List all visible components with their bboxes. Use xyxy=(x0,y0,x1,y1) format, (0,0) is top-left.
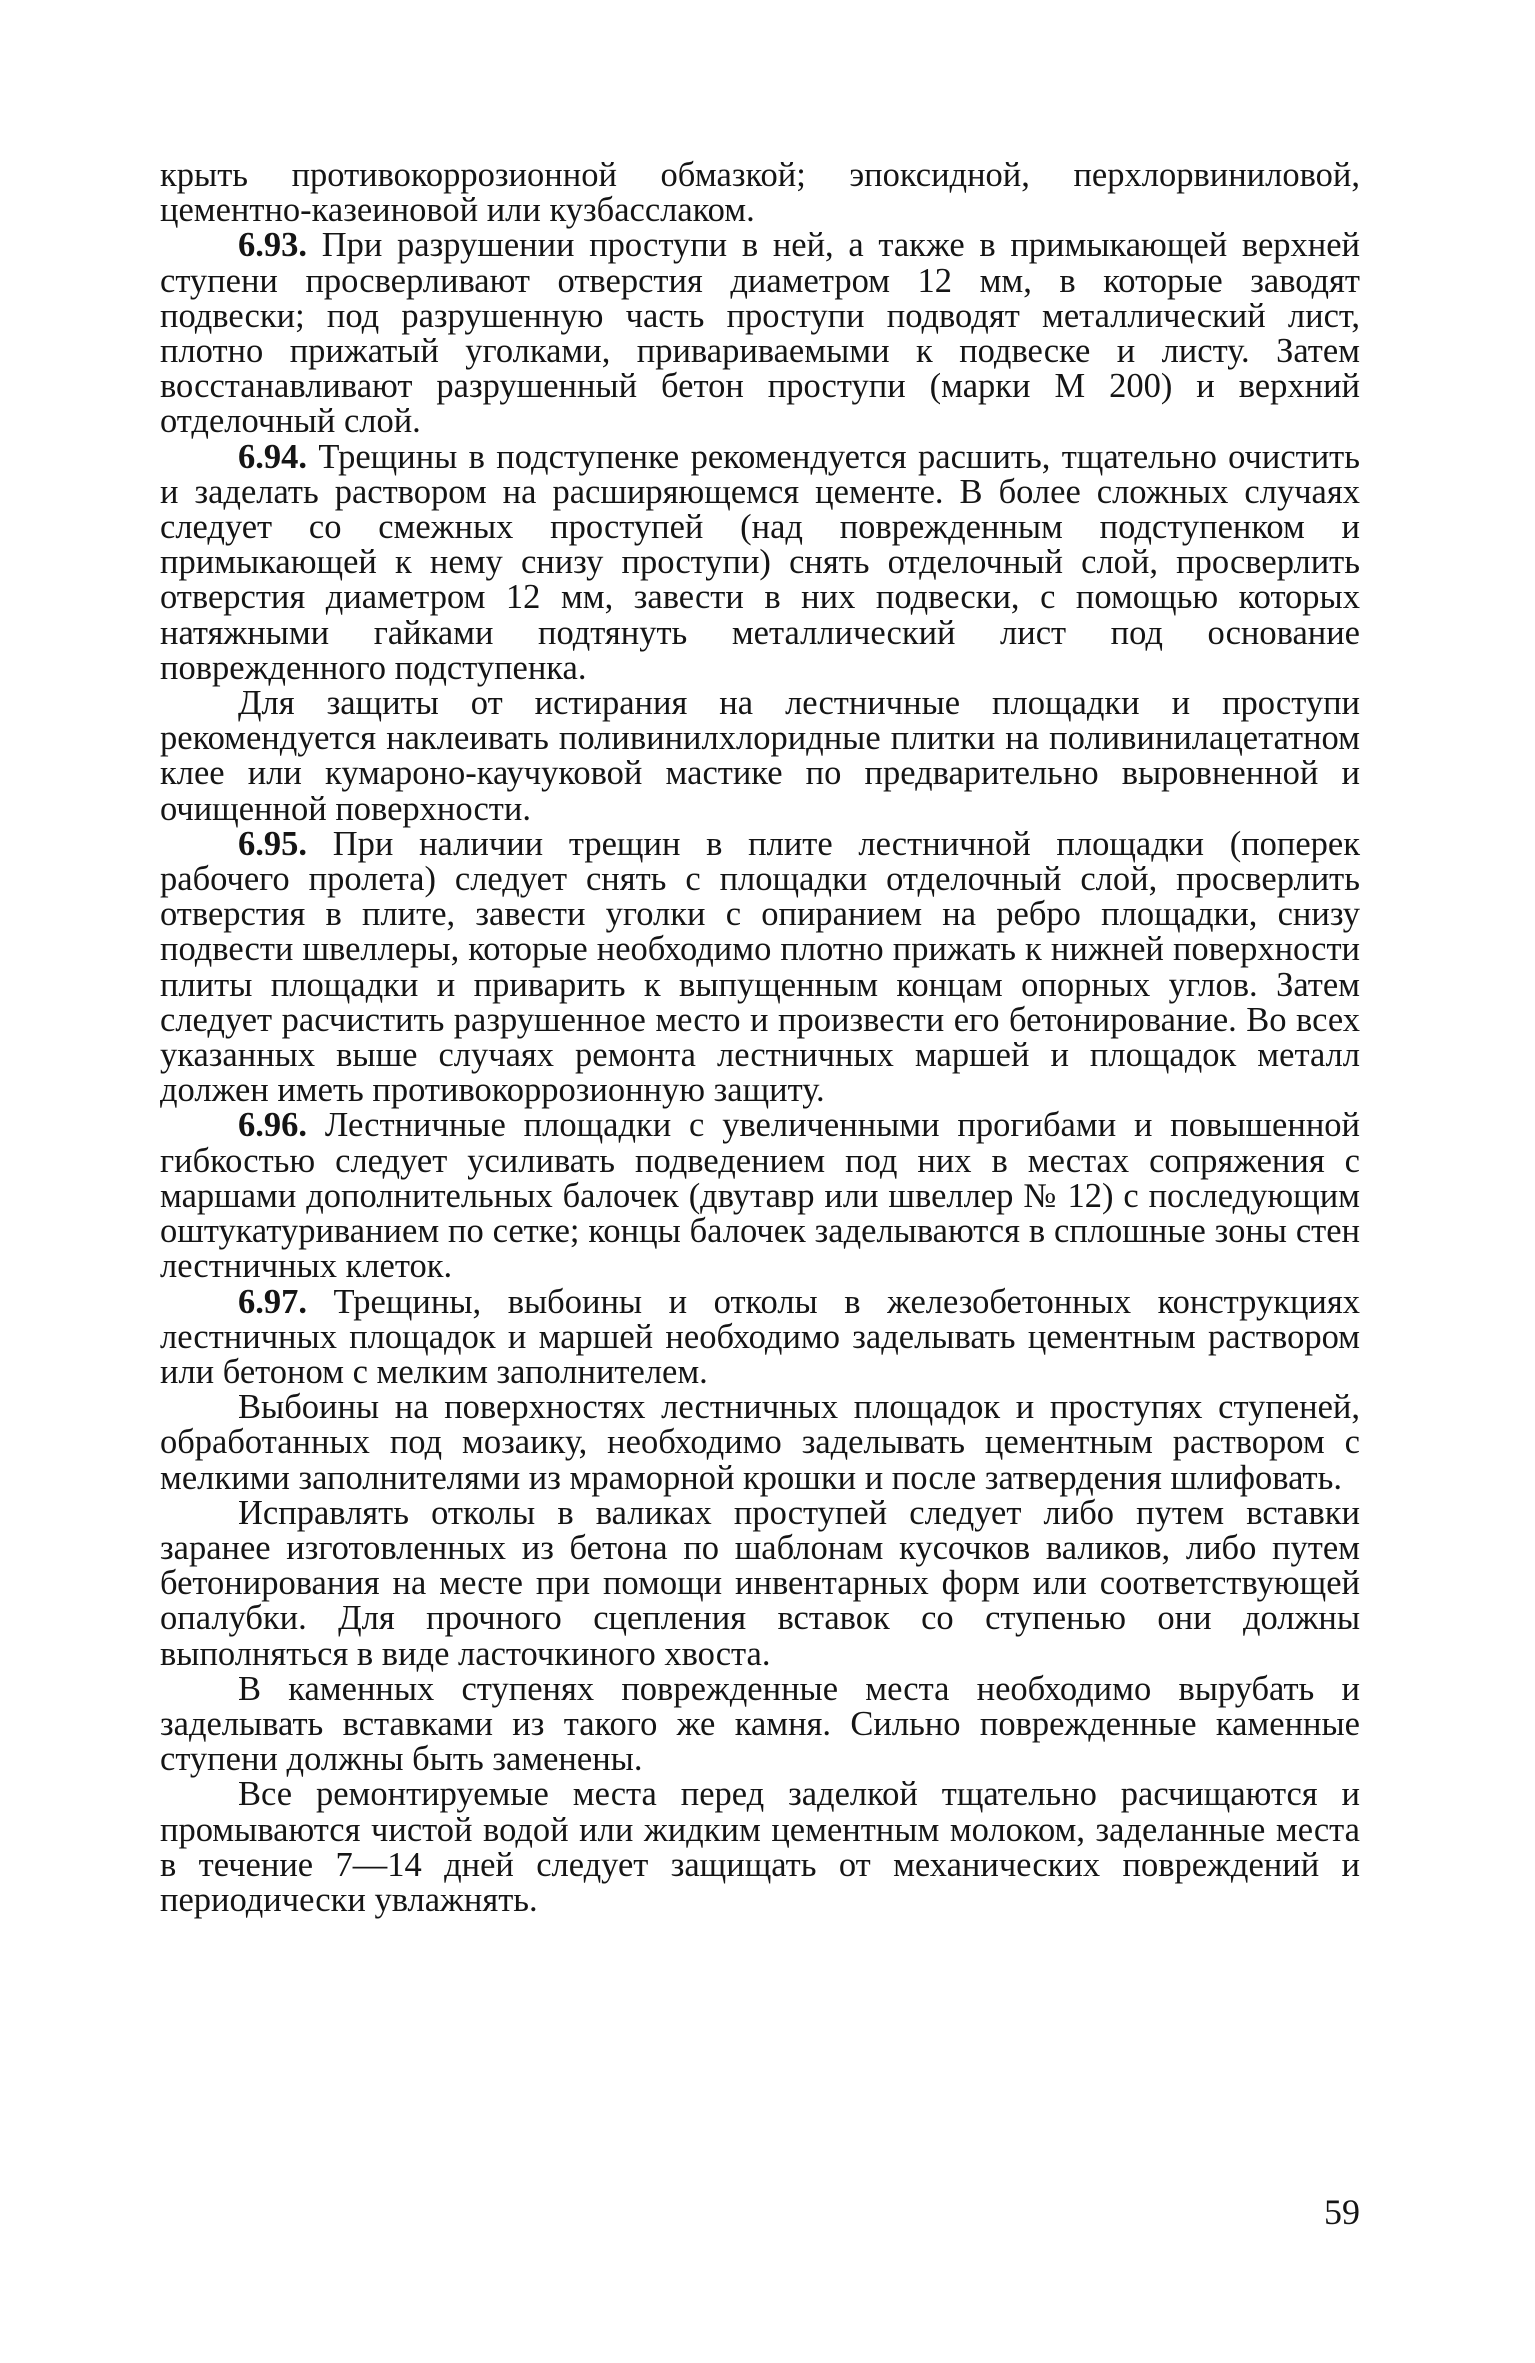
paragraph-text: Исправлять отколы в валиках проступей следует либо путем вставки заранее изготовленных из бетона по шаблонам кусочков валиков, либо путем бетонирования на месте при помощи инвентарных форм или соответствующей опалубки. Для прочного сцепления вставок со ступенью они должны выполняться в виде ласточкиного хвоста. xyxy=(160,1493,1360,1673)
section-number: 6.96. xyxy=(238,1106,307,1145)
paragraph-6-94 xyxy=(160,437,1360,687)
paragraph-6-95 xyxy=(160,824,1361,1110)
paragraph-text: Трещины в подступенке рекомендуется расшить, тщательно очистить и заделать раствором на расширяющемся цементе. В более сложных случаях следует со смежных проступей (над поврежденным подступенком и примыкающей к нему снизу проступи) снять отделочный слой, просверлить отверстия диаметром 12 мм, завести в них подвески, с помощью которых натяжными гайками подтянуть металлический лист под основание поврежденного подступенка. xyxy=(160,437,1360,687)
paragraph-6-93 xyxy=(160,228,1360,439)
paragraph-text: Лестничные площадки с увеличенными прогибами и повышенной гибкостью следует усиливать подведением под них в местах сопряжения с маршами дополнительных балочек (двутавр или швеллер № 12) с последующим оштукатуриванием по сетке; концы балочек заделываются в сплошные зоны стен лестничных клеток. xyxy=(160,1106,1361,1286)
page-body xyxy=(160,158,1360,1918)
section-number: 6.94. xyxy=(238,437,307,476)
section-number: 6.95. xyxy=(238,824,307,863)
paragraph-continuation xyxy=(160,158,1360,228)
paragraph-stone-steps xyxy=(160,1669,1360,1779)
paragraph-6-96 xyxy=(160,1108,1360,1284)
paragraph-text: При разрушении проступи в ней, а также в примыкающей верхней ступени просверливают отверстия диаметром 12 мм, в которые заводят подвески; под разрушенную часть проступи подводят металлический лист, плотно прижатый уголками, привариваемыми к подвеске и листу. Затем восстанавливают разрушенный бетон проступи (марки М 200) и верхний отделочный слой. xyxy=(160,226,1360,441)
paragraph-protection xyxy=(160,686,1360,827)
section-number: 6.93. xyxy=(238,226,307,265)
paragraph-text: Выбоины на поверхностях лестничных площадок и проступях ступеней, обработанных под мозаику, необходимо заделывать цементным раствором с мелкими заполнителями из мраморной крошки и после затвердения шлифовать. xyxy=(160,1388,1360,1497)
paragraph-potholes xyxy=(160,1390,1360,1496)
paragraph-6-97 xyxy=(160,1282,1360,1391)
paragraph-text: Все ремонтируемые места перед заделкой тщательно расчищаются и промываются чистой водой или жидким цементным молоком, заделанные места в течение 7—14 дней следует защищать от механических повреждений и периодически увлажнять. xyxy=(160,1775,1360,1919)
paragraph-text: Трещины, выбоины и отколы в железобетонных конструкциях лестничных площадок и маршей необходимо заделывать цементным раствором или бетоном с мелким заполнителем. xyxy=(160,1282,1360,1391)
paragraph-text: В каменных ступенях поврежденные места необходимо вырубать и заделывать вставками из такого же камня. Сильно поврежденные каменные ступени должны быть заменены. xyxy=(160,1669,1360,1779)
paragraph-text: Для защиты от истирания на лестничные площадки и проступи рекомендуется наклеивать поливинилхлоридные плитки на поливинилацетатном клее или кумароно-каучуковой мастике по предварительно выровненной и очищенной поверхности. xyxy=(160,684,1360,828)
paragraph-repair-places xyxy=(160,1777,1360,1918)
section-number: 6.97. xyxy=(238,1282,307,1321)
paragraph-text: крыть противокоррозионной обмазкой; эпоксидной, перхлорвиниловой, цементно-казеиновой или кузбасслаком. xyxy=(160,156,1360,230)
paragraph-text: При наличии трещин в плите лестничной площадки (поперек рабочего пролета) следует снять с площадки отделочный слой, просверлить отверстия в плите, завести уголки с опиранием на ребро площадки, снизу подвести швеллеры, которые необходимо плотно прижать к нижней поверхности плиты площадки и приварить к выпущенным концам опорных углов. Затем следует расчистить разрушенное место и произвести его бетонирование. Во всех указанных выше случаях ремонта лестничных маршей и площадок металл должен иметь противокоррозионную защиту. xyxy=(160,824,1361,1110)
paragraph-chips xyxy=(160,1493,1360,1673)
page-number: 59 xyxy=(1324,2192,1360,2232)
